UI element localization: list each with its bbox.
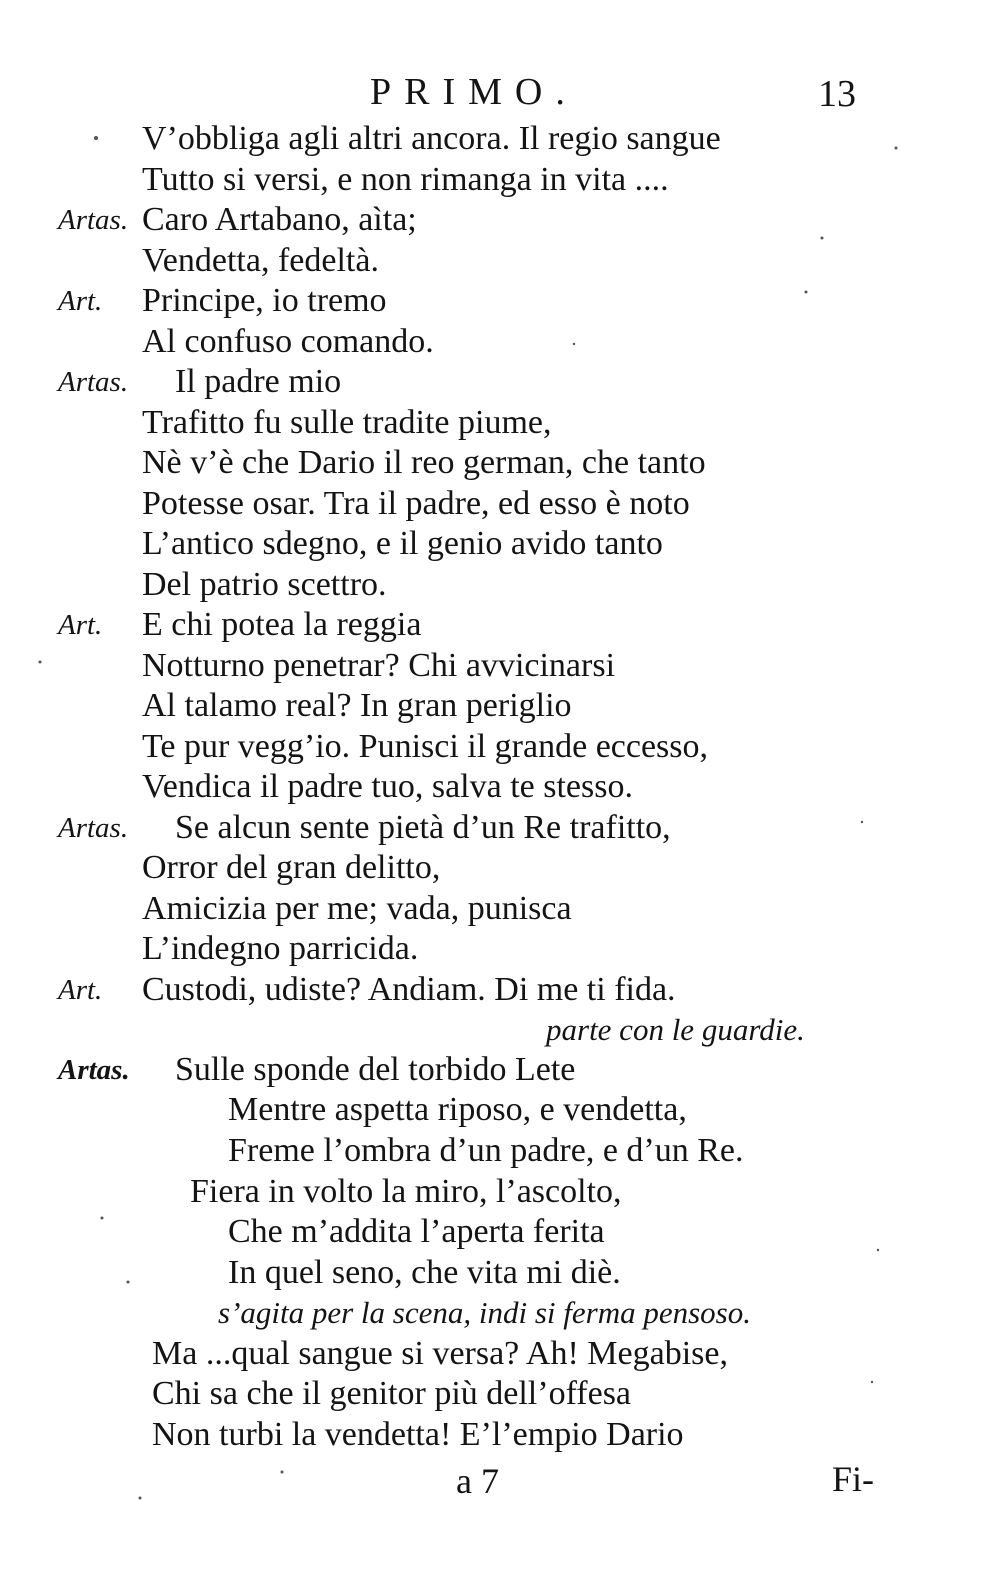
verse-line: Non turbi la vendetta! E’l’empio Dario — [152, 1416, 684, 1453]
aria-line: Freme l’ombra d’un padre, e d’un Re. — [228, 1132, 744, 1169]
verse-line: Del patrio scettro. — [142, 566, 387, 603]
verse-line: E chi potea la reggia — [142, 606, 422, 643]
verse-line: Amicizia per me; vada, punisca — [142, 890, 572, 927]
speaker-label: Art. — [58, 974, 103, 1006]
page-number: 13 — [818, 73, 856, 115]
aria-line: In quel seno, che vita mi diè. — [228, 1254, 621, 1291]
verse-line: Il padre mio — [175, 363, 342, 400]
aria-line: Che m’addita l’aperta ferita — [228, 1213, 605, 1250]
verse-line: Principe, io tremo — [142, 282, 387, 319]
signature-mark: a 7 — [456, 1461, 499, 1501]
speaker-label: Artas. — [58, 812, 129, 844]
verse-line: Nè v’è che Dario il reo german, che tanto — [142, 444, 706, 481]
speaker-label: Art. — [58, 609, 103, 641]
verse-line: Se alcun sente pietà d’un Re trafitto, — [175, 809, 671, 846]
speaker-label: Art. — [58, 285, 103, 317]
aria-line: Sulle sponde del torbido Lete — [175, 1051, 576, 1088]
page-header — [0, 70, 1000, 118]
verse-line: Tutto si versi, e non rimanga in vita .... — [142, 161, 669, 198]
verse-line: Notturno penetrar? Chi avvicinarsi — [142, 647, 616, 684]
verse-line: Caro Artabano, aìta; — [142, 201, 417, 238]
verse-line: Orror del gran delitto, — [142, 849, 441, 886]
aria-line: Fiera in volto la miro, l’ascolto, — [190, 1173, 622, 1210]
stage-direction: s’agita per la scena, indi si ferma pensoso. — [218, 1295, 751, 1330]
verse-line: Chi sa che il genitor più dell’offesa — [152, 1375, 632, 1412]
speaker-label: Artas. — [58, 1054, 130, 1086]
verse-line: L’antico sdegno, e il genio avido tanto — [142, 525, 663, 562]
verse-line: Al talamo real? In gran periglio — [142, 687, 572, 724]
verse-line: Ma ...qual sangue si versa? Ah! Megabise, — [152, 1335, 728, 1372]
verse-line: Te pur vegg’io. Punisci il grande eccesso, — [142, 728, 709, 765]
verse-line: Custodi, udiste? Andiam. Di me ti fida. — [142, 971, 676, 1008]
verse-line: Vendetta, fedeltà. — [142, 242, 379, 279]
catchword: Fi- — [832, 1459, 875, 1499]
verse-line: Vendica il padre tuo, salva te stesso. — [142, 768, 633, 805]
verse-line: Potesse osar. Tra il padre, ed esso è noto — [142, 485, 690, 522]
speaker-label: Artas. — [58, 366, 129, 398]
verse-line: V’obbliga agli altri ancora. Il regio sangue — [142, 120, 721, 157]
running-title: PRIMO. — [370, 71, 578, 113]
verse-line: Al confuso comando. — [142, 323, 434, 360]
speaker-label: Artas. — [58, 204, 129, 236]
verse-line: L’indegno parricida. — [142, 930, 419, 967]
verse-line: Trafitto fu sulle tradite piume, — [142, 404, 552, 441]
stage-direction: parte con le guardie. — [546, 1012, 805, 1047]
aria-line: Mentre aspetta riposo, e vendetta, — [228, 1091, 687, 1128]
